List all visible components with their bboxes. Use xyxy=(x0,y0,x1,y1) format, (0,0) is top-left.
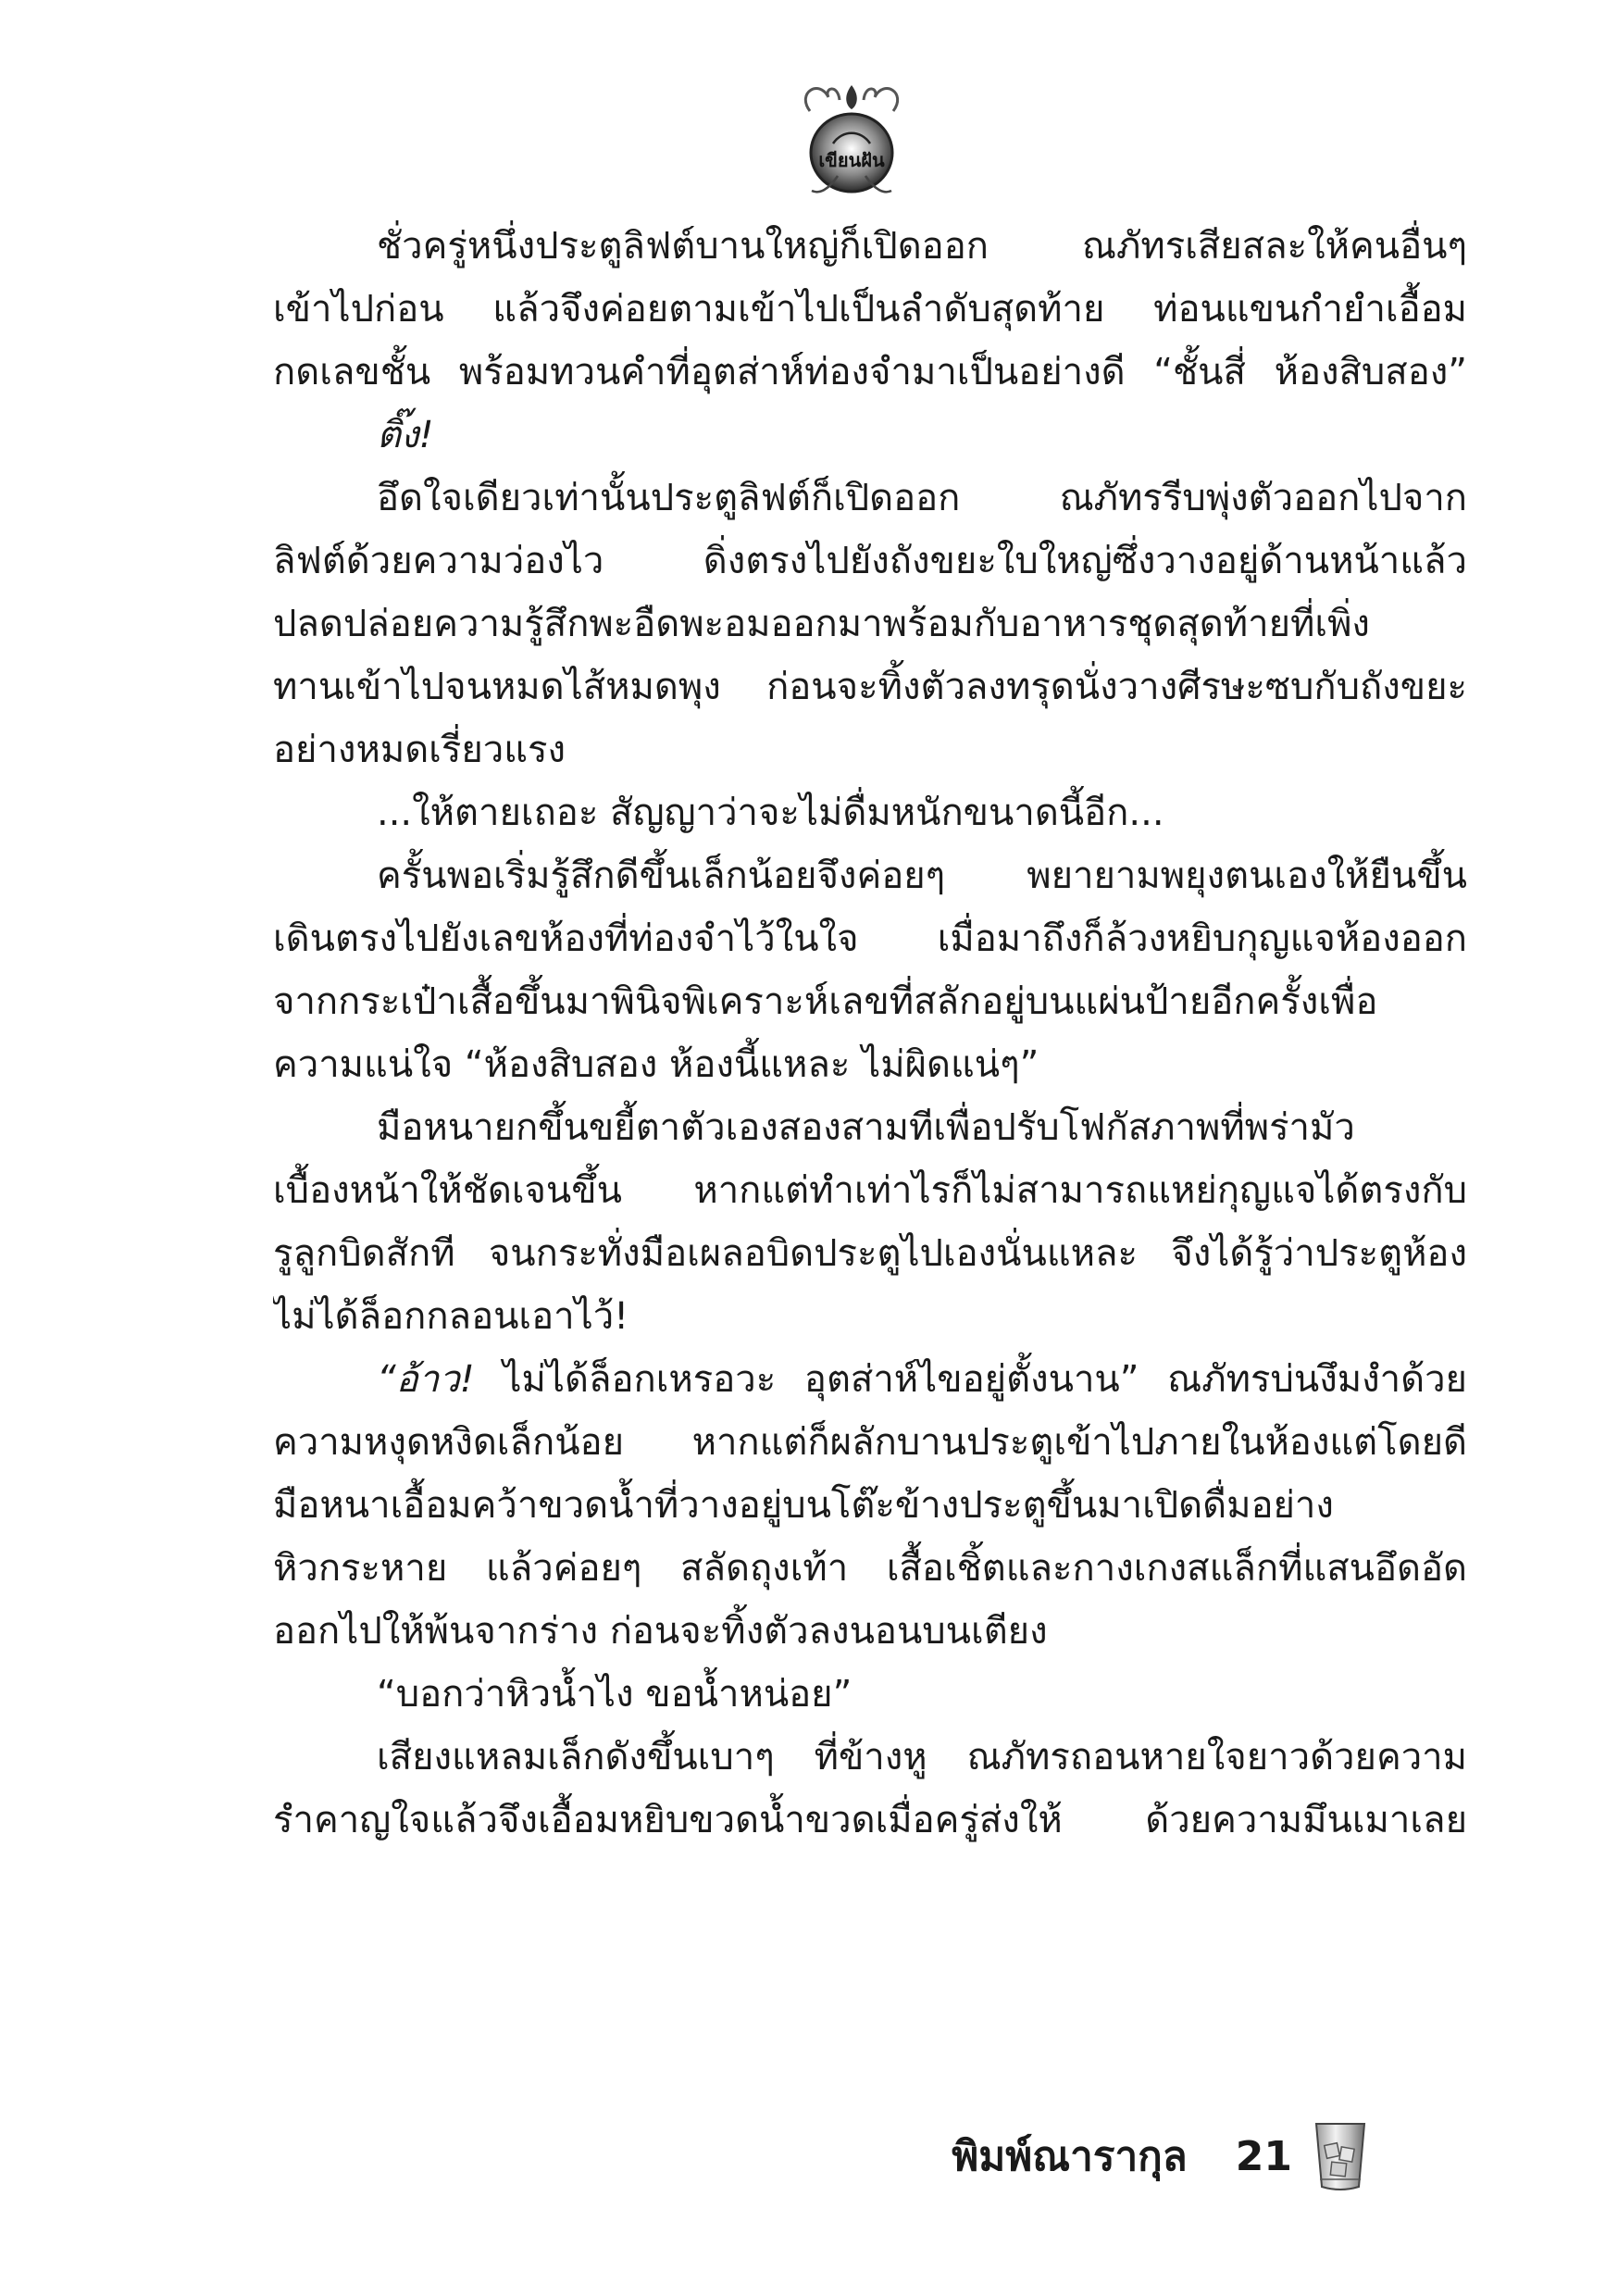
text-line: ทานเข้าไปจนหมดไส้หมดพุง ก่อนจะทิ้งตัวลงทรุดนั่งวางศีรษะซบกับถังขยะ xyxy=(273,666,1467,708)
text-line: ออกไปให้พ้นจากร่าง ก่อนจะทิ้งตัวลงนอนบนเตียง xyxy=(273,1610,1048,1653)
text-line: เบื้องหน้าให้ชัดเจนขึ้น หากแต่ทำเท่าไรก็ไม่สามารถแหย่กุญแจได้ตรงกับ xyxy=(273,1169,1467,1212)
body-text xyxy=(273,215,1467,1852)
text-line: อึดใจเดียวเท่านั้นประตูลิฟต์ก็เปิดออก ณภัทรรีบพุ่งตัวออกไปจาก xyxy=(377,477,1467,519)
text-line: อย่างหมดเรี่ยวแรง xyxy=(273,729,566,771)
text-line: เข้าไปก่อน แล้วจึงค่อยตามเข้าไปเป็นลำดับสุดท้าย ท่อนแขนกำยำเอื้อม xyxy=(273,288,1467,331)
text-line: ไม่ได้ล็อกกลอนเอาไว้! xyxy=(273,1295,629,1338)
page-footer xyxy=(952,2120,1368,2192)
text-line: กดเลขชั้น พร้อมทวนคำที่อุตส่าห์ท่องจำมาเป็นอย่างดี “ชั้นสี่ ห้องสิบสอง” xyxy=(273,351,1467,393)
text-line: มือหนายกขึ้นขยี้ตาตัวเองสองสามทีเพื่อปรับโฟกัสภาพที่พร่ามัว xyxy=(377,1106,1355,1149)
logo-text: เขียนฝัน xyxy=(818,149,885,171)
page-number: 21 xyxy=(1235,2132,1292,2180)
text-line: รำคาญใจแล้วจึงเอื้อมหยิบขวดน้ำขวดเมื่อครู่ส่งให้ ด้วยความมึนเมาเลย xyxy=(273,1799,1467,1841)
text-line: ปลดปล่อยความรู้สึกพะอืดพะอมออกมาพร้อมกับอาหารชุดสุดท้ายที่เพิ่ง xyxy=(273,603,1370,645)
text-line: เสียงแหลมเล็กดังขึ้นเบาๆ ที่ข้างหู ณภัทรถอนหายใจยาวด้วยความ xyxy=(377,1736,1467,1778)
text-line: รูลูกบิดสักที จนกระทั่งมือเผลอบิดประตูไปเองนั่นแหละ จึงได้รู้ว่าประตูห้อง xyxy=(273,1232,1467,1275)
text-line: มือหนาเอื้อมคว้าขวดน้ำที่วางอยู่บนโต๊ะข้างประตูขึ้นมาเปิดดื่มอย่าง xyxy=(273,1484,1334,1527)
text-line: “บอกว่าหิวน้ำไง ขอน้ำหน่อย” xyxy=(377,1673,853,1716)
text-line: หิวกระหาย แล้วค่อยๆ สลัดถุงเท้า เสื้อเชิ้ตและกางเกงสแล็กที่แสนอึดอัด xyxy=(273,1547,1467,1590)
text-line: ความแน่ใจ “ห้องสิบสอง ห้องนี้แหละ ไม่ผิดแน่ๆ” xyxy=(273,1043,1039,1086)
text-line: ...ให้ตายเถอะ สัญญาว่าจะไม่ดื่มหนักขนาดนี้อีก... xyxy=(377,792,1164,834)
text-span: ไม่ได้ล็อกเหรอวะ อุตส่าห์ไขอยู่ตั้งนาน” ณภัทรบ่นงึมงำด้วย xyxy=(474,1358,1467,1401)
ornamental-crest-icon xyxy=(791,74,912,204)
text-line: ความหงุดหงิดเล็กน้อย หากแต่ก็ผลักบานประตูเข้าไปภายในห้องแต่โดยดี xyxy=(273,1421,1467,1464)
author-name: พิมพ์ณารากุล xyxy=(952,2133,1188,2180)
text-line: ชั่วครู่หนึ่งประตูลิฟต์บานใหญ่ก็เปิดออก ณภัทรเสียสละให้คนอื่นๆ xyxy=(377,225,1467,268)
glass-tumbler-icon xyxy=(1313,2120,1368,2192)
text-line: จากกระเป๋าเสื้อขึ้นมาพินิจพิเคราะห์เลขที่สลักอยู่บนแผ่นป้ายอีกครั้งเพื่อ xyxy=(273,980,1378,1023)
text-line: ลิฟต์ด้วยความว่องไว ดิ่งตรงไปยังถังขยะใบใหญ่ซึ่งวางอยู่ด้านหน้าแล้ว xyxy=(273,540,1467,582)
text-line: ครั้นพอเริ่มรู้สึกดีขึ้นเล็กน้อยจึงค่อยๆ พยายามพยุงตนเองให้ยืนขึ้น xyxy=(377,855,1467,897)
exclamation-italic: “อ้าว! xyxy=(377,1358,475,1401)
text-line: ติ๊ง! xyxy=(377,414,434,456)
text-line xyxy=(273,1348,1467,1411)
text-line: เดินตรงไปยังเลขห้องที่ท่องจำไว้ในใจ เมื่อมาถึงก็ล้วงหยิบกุญแจห้องออก xyxy=(273,917,1467,960)
